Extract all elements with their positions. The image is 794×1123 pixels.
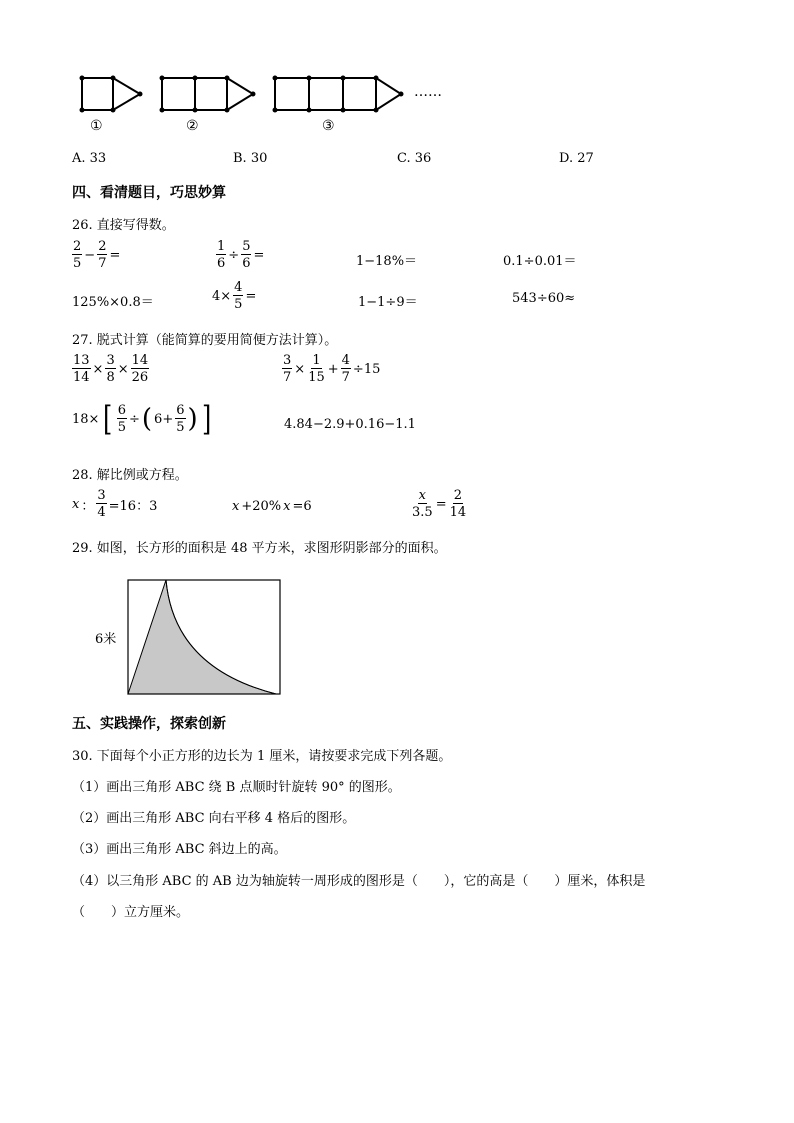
q26-expr-2: $\frac{1}{6}$ ÷ $\frac{5}{6}$ = — [217, 239, 265, 271]
q27-expr-4: 4.84−2.9+0.16−1.1 — [284, 417, 416, 432]
q30-part-4: （4）以三角形 ABC 的 AB 边为轴旋转一周形成的图形是（ ），它的高是（ ）厘米，体积是 — [72, 874, 646, 889]
q28-label: 28. 解比例或方程。 — [72, 468, 188, 483]
q30-part-5: （ ）立方厘米。 — [72, 905, 190, 920]
matchstick-figures — [70, 68, 470, 138]
figure-label-3: ③ — [322, 118, 335, 134]
q26-expr-3: 1−18%＝ — [356, 254, 418, 269]
choice-d: D. 27 — [559, 151, 594, 166]
q29-rectangle-figure — [126, 578, 284, 698]
continuation-dots: …… — [414, 84, 442, 100]
q26-expr-4: 0.1÷0.01＝ — [503, 254, 577, 269]
q29-label: 29. 如图，长方形的面积是 48 平方米，求图形阴影部分的面积。 — [72, 541, 447, 556]
q26-label: 26. 直接写得数。 — [72, 218, 175, 233]
q26-expr-5: 125%×0.8＝ — [72, 295, 154, 310]
section-4-title: 四、看清题目，巧思妙算 — [72, 185, 226, 201]
q26-expr-7: 1−1÷9＝ — [358, 295, 418, 310]
q27-label: 27. 脱式计算（能简算的要用简便方法计算）。 — [72, 333, 338, 348]
q30-part-2: （2）画出三角形 ABC 向右平移 4 格后的图形。 — [72, 811, 356, 826]
figure-label-2: ② — [186, 118, 199, 134]
q30-label: 30. 下面每个小正方形的边长为 1 厘米，请按要求完成下列各题。 — [72, 749, 452, 764]
q30-part-3: （3）画出三角形 ABC 斜边上的高。 — [72, 842, 287, 857]
section-5-title: 五、实践操作，探索创新 — [72, 716, 226, 732]
q27-expr-3: 18× [ $\frac{6}{5}$ ÷ ( 6+ $\frac{6}{5}$ ) ] — [72, 399, 211, 439]
q27-expr-1: $\frac{13}{14}$ × $\frac{3}{8}$ × $\frac{14}{26}$ — [73, 353, 149, 385]
figure-label-1: ① — [90, 118, 103, 134]
q27-expr-2: $\frac{3}{7}$ × $\frac{1}{15}$ + $\frac{4}{7}$ ÷15 — [283, 353, 381, 385]
q30-part-1: （1）画出三角形 ABC 绕 B 点顺时针旋转 90° 的图形。 — [72, 780, 401, 795]
q26-expr-1: $\frac{2}{5}$ − $\frac{2}{7}$ = — [73, 239, 121, 271]
q28-expr-2: x +20% x =6 — [232, 499, 312, 514]
choice-b: B. 30 — [233, 151, 268, 166]
q28-expr-3: $\frac{x}{3.5}$ = $\frac{2}{14}$ — [412, 488, 467, 520]
q26-expr-8: 543÷60≈ — [512, 291, 576, 306]
choice-a: A. 33 — [72, 151, 107, 166]
choice-c: C. 36 — [397, 151, 432, 166]
q26-expr-6: 4× $\frac{4}{5}$ = — [212, 280, 257, 312]
q28-expr-1: x ： $\frac{3}{4}$ =16：3 — [72, 488, 158, 520]
q29-side-label: 6米 — [95, 632, 117, 647]
